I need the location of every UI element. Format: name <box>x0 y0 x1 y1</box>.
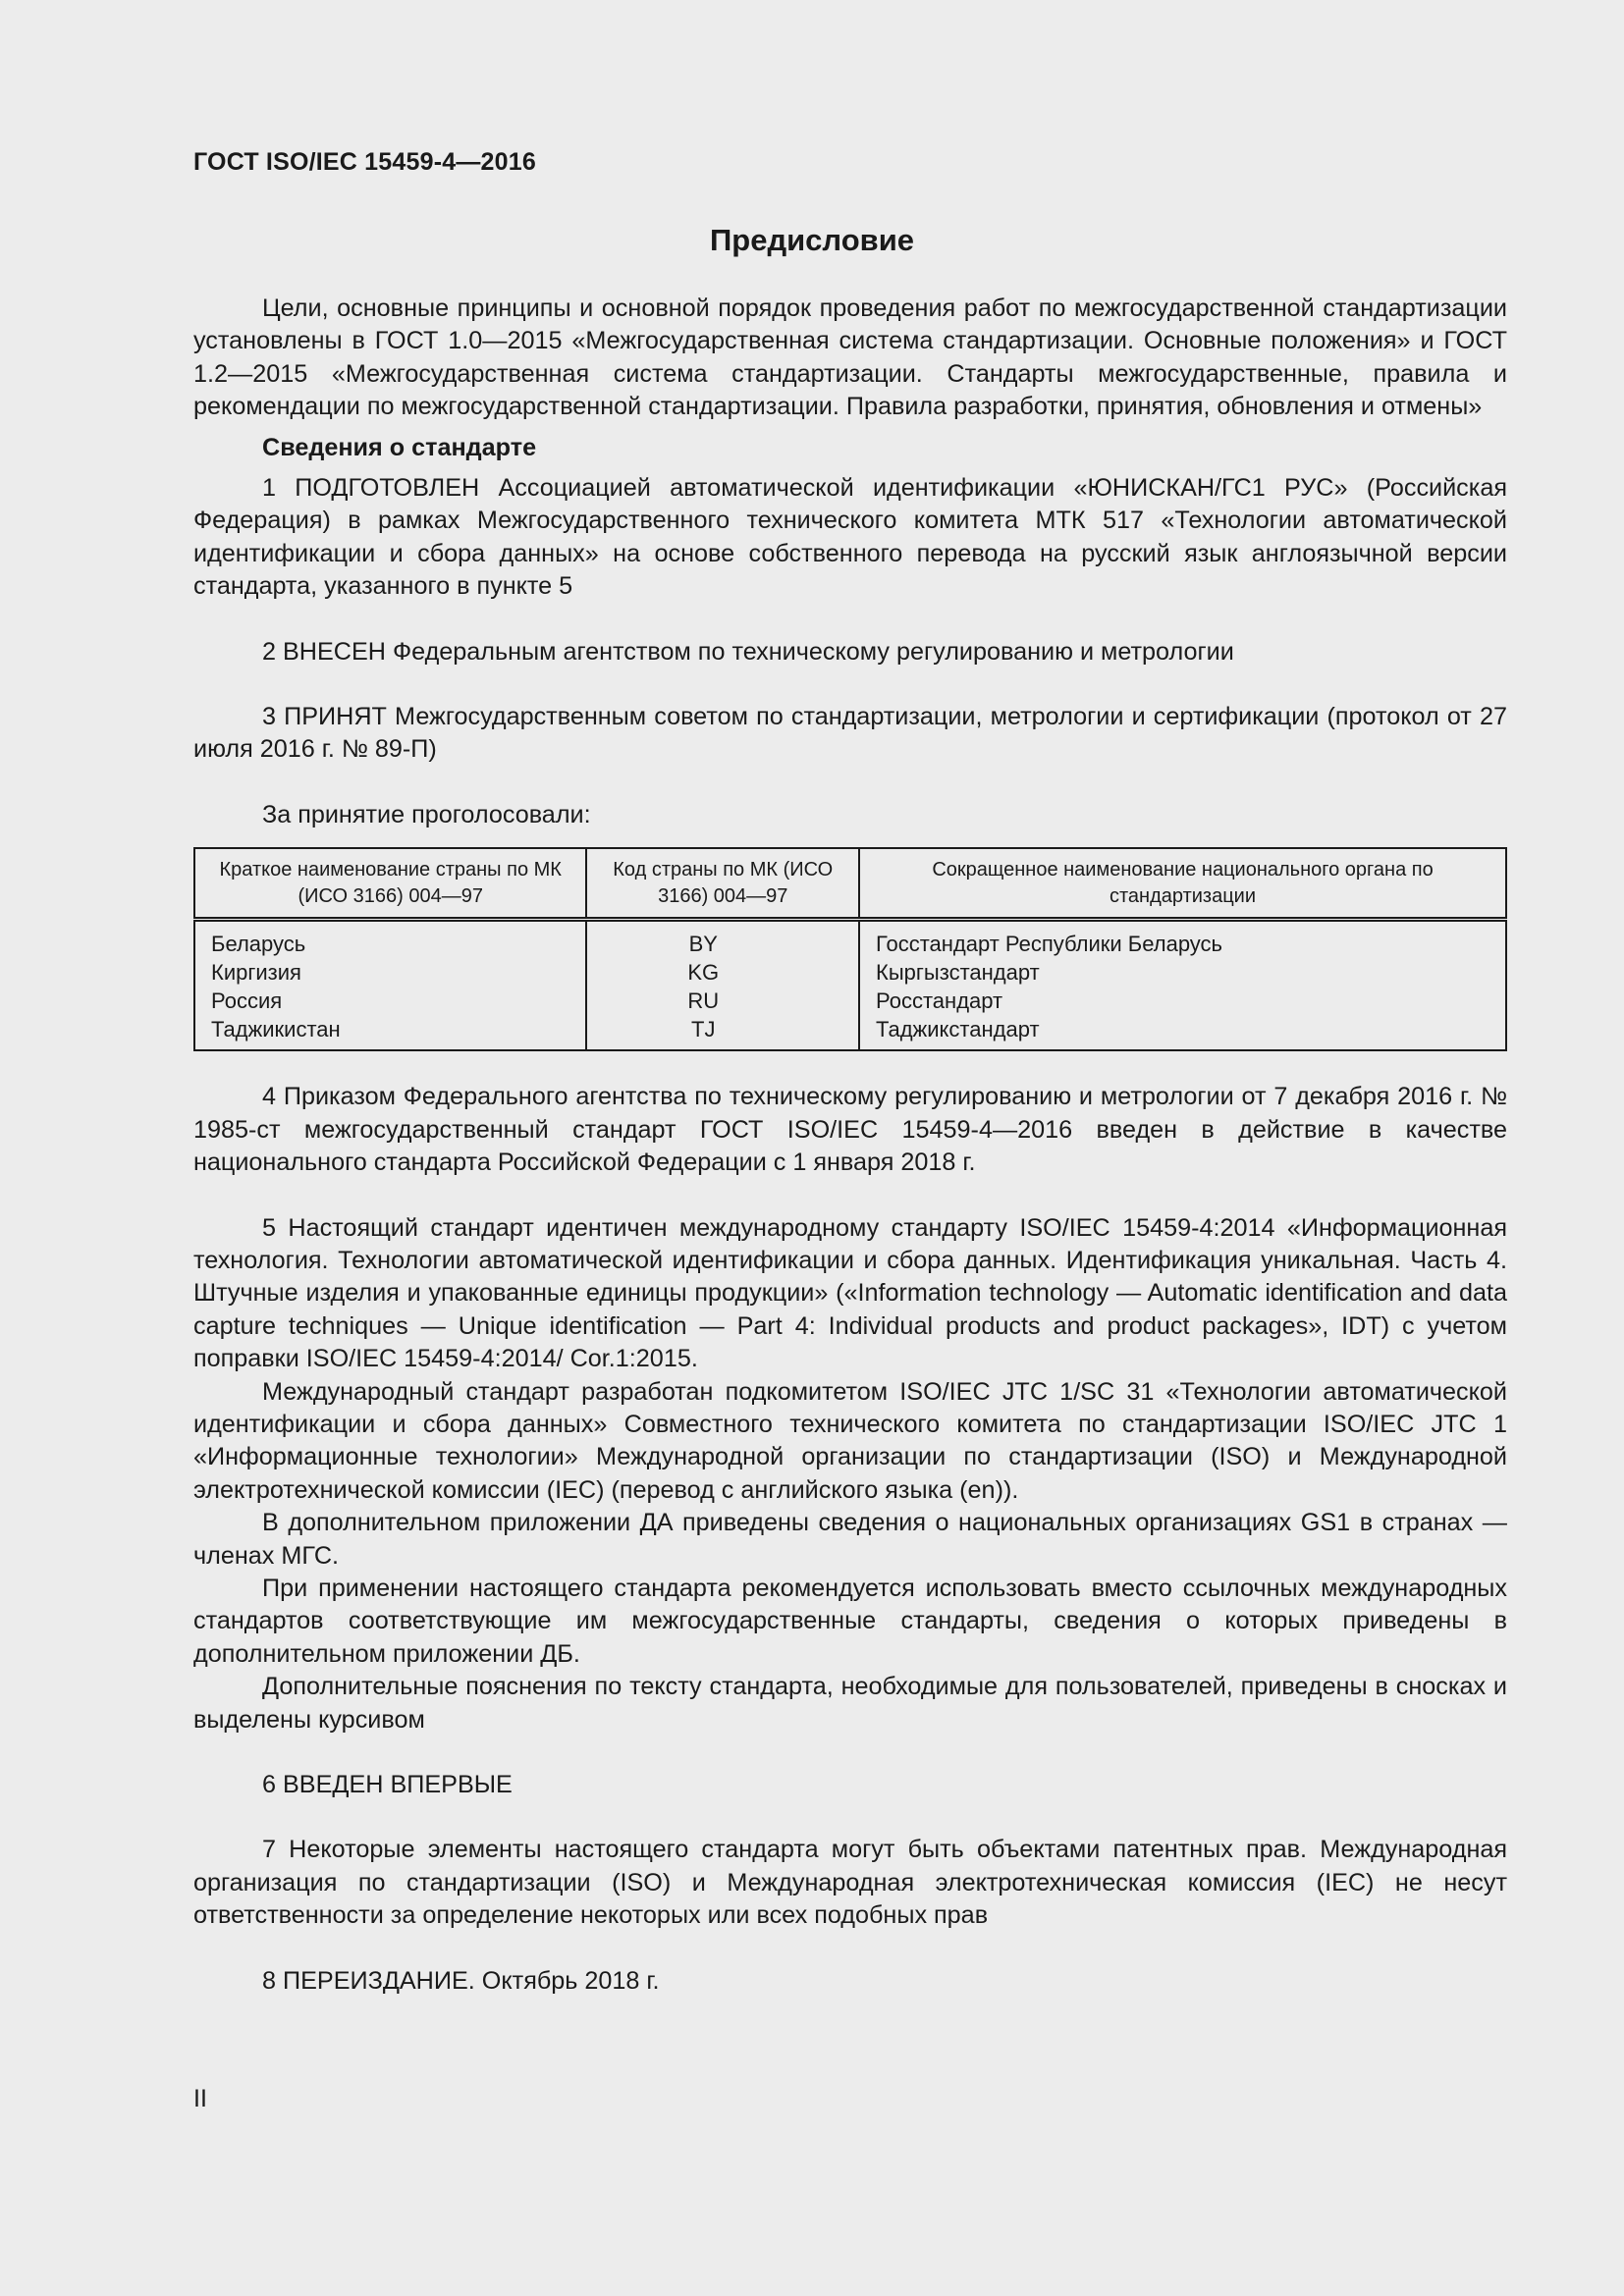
foreword-body <box>193 293 1507 1998</box>
section-title: Предисловие <box>709 223 914 257</box>
table-header-code: Код страны по МК (ИСО 3166) 004—97 <box>586 848 859 920</box>
item-5-footnotes: Дополнительные пояснения по тексту стандарта, необходимые для пользователей, приведены в сносках и выделены курсивом <box>193 1673 1507 1734</box>
country-name: Киргизия <box>211 960 301 986</box>
item-1: 1 ПОДГОТОВЛЕН Ассоциацией автоматической идентификации «ЮНИСКАН/ГС1 РУС» (Российская Федерация) в рамках Межгосударственного технического комитета МТК 517 «Технологии автоматической идентификации и сбора данных» на основе собственного перевода на русский язык англоязычной версии стандарта, указанного в пункте 5 <box>193 474 1507 601</box>
page-number: II <box>193 2085 207 2112</box>
item-2: 2 ВНЕСЕН Федеральным агентством по техническому регулированию и метрологии <box>262 637 1234 666</box>
item-5-appendix-da: В дополнительном приложении ДА приведены сведения о национальных организациях GS1 в странах — членах МГС. <box>193 1509 1507 1570</box>
country-code: BY <box>688 932 718 957</box>
intro-paragraph: Цели, основные принципы и основной порядок проведения работ по межгосударственной стандартизации установлены в ГОСТ 1.0—2015 «Межгосударственная система стандартизации. Основные положения» и ГОСТ 1.2—2015 «Межгосударственная система стандартизации. Стандарты межгосударственные, правила и рекомендации по межгосударственной стандартизации. Правила разработки, принятия, обновления и отмены» <box>193 294 1507 421</box>
table-header-country: Краткое наименование страны по МК (ИСО 3166) 004—97 <box>194 848 586 920</box>
document-header: ГОСТ ISO/IEC 15459-4—2016 <box>193 148 536 176</box>
country-code: TJ <box>691 1017 716 1042</box>
country-code: RU <box>687 988 720 1014</box>
country-name: Беларусь <box>211 932 306 957</box>
country-name: Россия <box>211 988 283 1014</box>
organ-name: Госстандарт Республики Беларусь <box>876 932 1223 957</box>
voting-table <box>193 847 1507 1051</box>
table-header-row <box>194 848 1506 920</box>
country-cell <box>194 920 586 1051</box>
item-5-committee: Международный стандарт разработан подкомитетом ISO/IEC JTC 1/SC 31 «Технологии автоматической идентификации и сбора данных» Совместного технического комитета по стандартизации ISO/IEC JTC 1 «Информационные технологии» Международной организации по стандартизации (ISO) и Международной электротехнической комиссии (IEC) (перевод с английского языка (en)). <box>193 1377 1507 1504</box>
country-code: KG <box>687 960 720 986</box>
vote-intro: За принятие проголосовали: <box>262 800 591 828</box>
item-6: 6 ВВЕДЕН ВПЕРВЫЕ <box>262 1771 513 1798</box>
organ-name: Таджикстандарт <box>876 1017 1040 1042</box>
country-name: Таджикистан <box>211 1017 341 1042</box>
table-row <box>194 920 1506 1051</box>
item-5-appendix-db: При применении настоящего стандарта рекомендуется использовать вместо ссылочных международных стандартов соответствующие им межгосударственные стандарты, сведения о которых приведены в дополнительном приложении ДБ. <box>193 1574 1507 1668</box>
item-4: 4 Приказом Федерального агентства по техническому регулированию и метрологии от 7 декабря 2016 г. № 1985-ст межгосударственный стандарт ГОСТ ISO/IEC 15459-4—2016 введен в действие в качестве национального стандарта Российской Федерации с 1 января 2018 г. <box>193 1083 1507 1177</box>
item-5: 5 Настоящий стандарт идентичен международному стандарту ISO/IEC 15459-4:2014 «Информационная технология. Технологии автоматической идентификации и сбора данных. Идентификация уникальная. Часть 4. Штучные изделия и упакованные единицы продукции» («Information technology — Automatic identification and data capture techniques — Unique identification — Part 4: Individual products and product packages», IDT) с учетом поправки ISO/IEC 15459-4:2014/ Cor.1:2015. <box>193 1213 1507 1373</box>
item-3: 3 ПРИНЯТ Межгосударственным советом по стандартизации, метрологии и сертификации (протокол от 27 июля 2016 г. № 89-П) <box>193 703 1507 764</box>
organ-name: Росстандарт <box>876 988 1003 1014</box>
organ-name: Кыргызстандарт <box>876 960 1040 986</box>
table-header-organ: Сокращенное наименование национального органа по стандартизации <box>859 848 1506 920</box>
standard-info-heading: Сведения о стандарте <box>262 433 537 461</box>
item-8: 8 ПЕРЕИЗДАНИЕ. Октябрь 2018 г. <box>262 1966 660 1995</box>
item-7: 7 Некоторые элементы настоящего стандарта могут быть объектами патентных прав. Международная организация по стандартизации (ISO) и Международная электротехническая комиссия (IEC) не несут ответственности за определение некоторых или всех подобных прав <box>193 1836 1507 1930</box>
code-cell <box>586 920 859 1051</box>
organ-cell <box>859 920 1506 1051</box>
